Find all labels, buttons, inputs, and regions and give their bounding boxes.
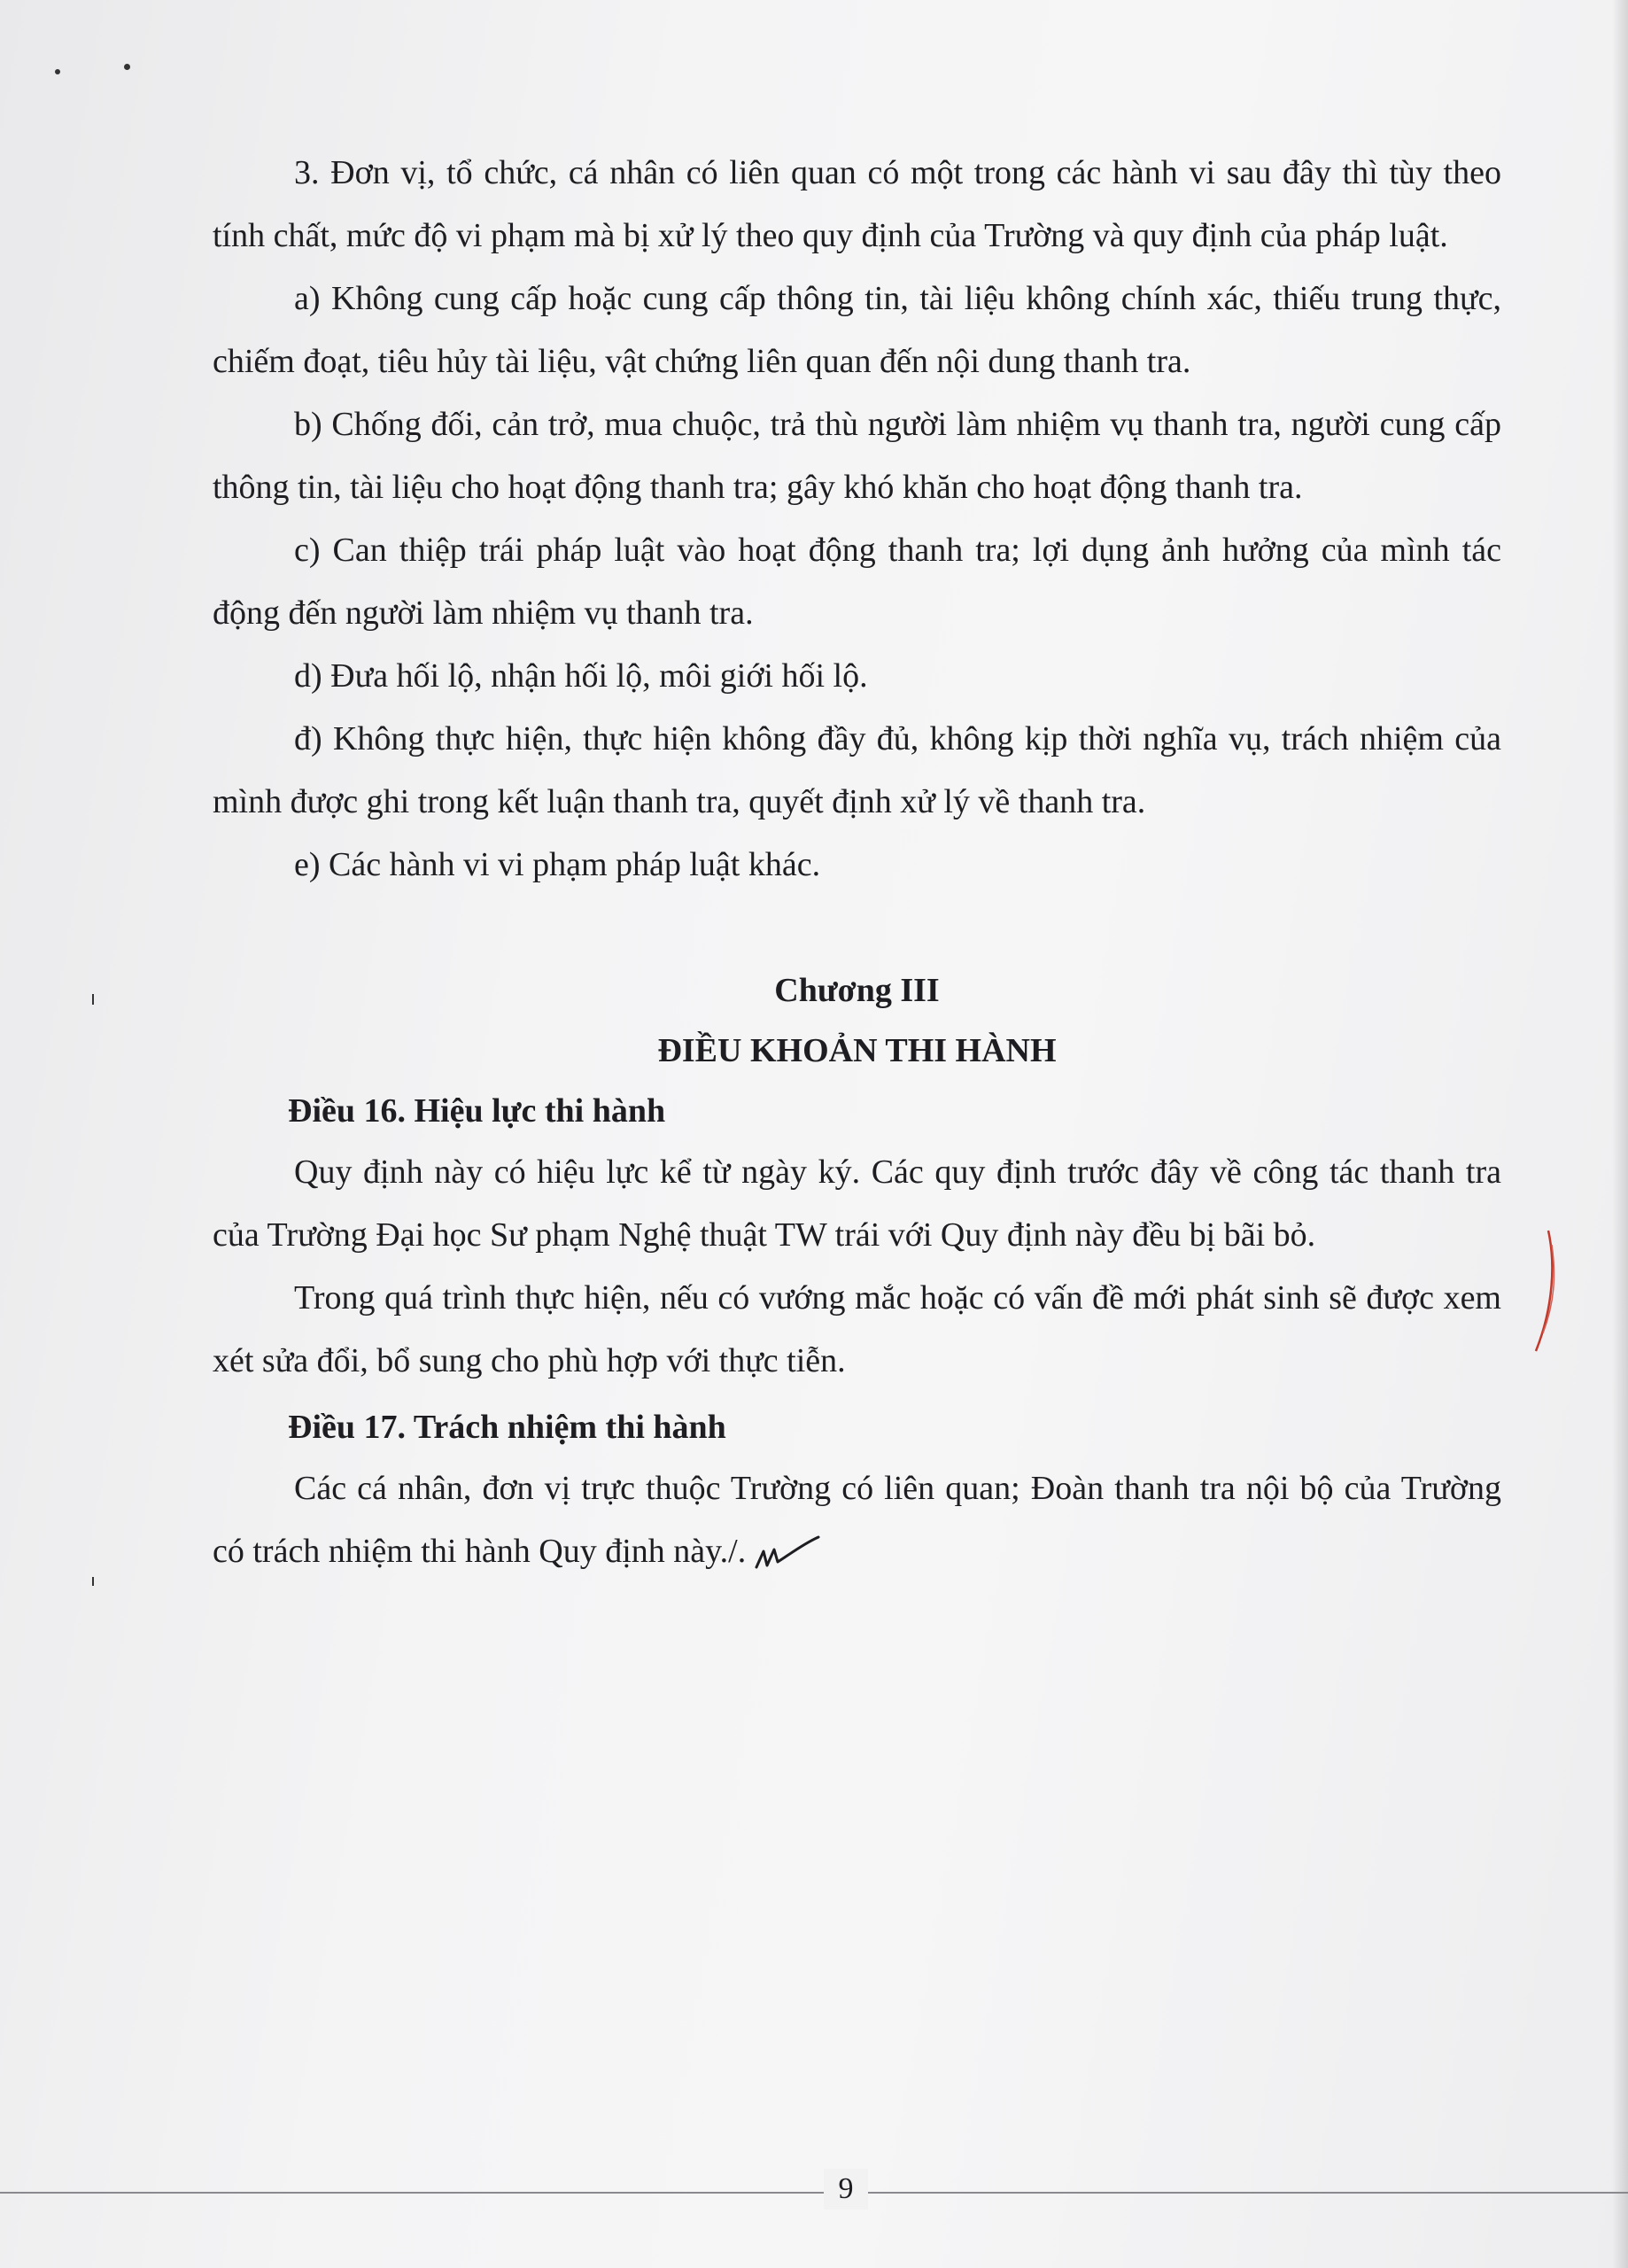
article-16-title: Điều 16. Hiệu lực thi hành bbox=[288, 1092, 666, 1130]
scan-speck bbox=[92, 994, 94, 1005]
article-17-title: Điều 17. Trách nhiệm thi hành bbox=[288, 1409, 726, 1446]
red-margin-mark-icon bbox=[1523, 1227, 1559, 1355]
scan-speck bbox=[92, 1577, 94, 1586]
article-17-paragraph bbox=[213, 1457, 1501, 1583]
chapter-heading bbox=[213, 960, 1501, 1081]
paragraph-item-d: d) Đưa hối lộ, nhận hối lộ, môi giới hối lộ. bbox=[294, 657, 868, 695]
initial-signature-icon bbox=[751, 1532, 822, 1576]
paragraph-item-a: a) Không cung cấp hoặc cung cấp thông tin, tài liệu không chính xác, thiếu trung thực, chiếm đoạt, tiêu hủy tài liệu, vật chứng liên quan đến nội dung thanh tra. bbox=[213, 280, 1501, 380]
footer-rule bbox=[0, 2192, 1628, 2194]
chapter-number: Chương III bbox=[774, 972, 940, 1009]
paragraph-item-c: c) Can thiệp trái pháp luật vào hoạt động thanh tra; lợi dụng ảnh hưởng của mình tác động đến người làm nhiệm vụ thanh tra. bbox=[213, 532, 1501, 632]
article-16-paragraph-1: Quy định này có hiệu lực kể từ ngày ký. Các quy định trước đây về công tác thanh tra của Trường Đại học Sư phạm Nghệ thuật TW trái với Quy định này đều bị bãi bỏ. bbox=[213, 1153, 1501, 1254]
document-body bbox=[213, 142, 1501, 1583]
page-number: 9 bbox=[824, 2169, 868, 2210]
article-17-text: Các cá nhân, đơn vị trực thuộc Trường có liên quan; Đoàn thanh tra nội bộ của Trường có trách nhiệm thi hành Quy định này./. bbox=[213, 1470, 1501, 1570]
paragraph-section-3: 3. Đơn vị, tổ chức, cá nhân có liên quan có một trong các hành vi sau đây thì tùy theo tính chất, mức độ vi phạm mà bị xử lý theo quy định của Trường và quy định của pháp luật. bbox=[213, 154, 1501, 254]
scan-speck bbox=[124, 64, 130, 70]
page-edge-shadow bbox=[1612, 0, 1628, 2268]
paragraph-item-e: e) Các hành vi vi phạm pháp luật khác. bbox=[294, 846, 821, 883]
chapter-title: ĐIỀU KHOẢN THI HÀNH bbox=[657, 1032, 1057, 1069]
scan-speck bbox=[55, 69, 60, 74]
paragraph-item-b: b) Chống đối, cản trở, mua chuộc, trả thù người làm nhiệm vụ thanh tra, người cung cấp thông tin, tài liệu cho hoạt động thanh tra; gây khó khăn cho hoạt động thanh tra. bbox=[213, 406, 1501, 506]
article-16-paragraph-2: Trong quá trình thực hiện, nếu có vướng mắc hoặc có vấn đề mới phát sinh sẽ được xem xét sửa đổi, bổ sung cho phù hợp với thực tiễn. bbox=[213, 1279, 1501, 1379]
paragraph-item-dd: đ) Không thực hiện, thực hiện không đầy đủ, không kịp thời nghĩa vụ, trách nhiệm của mình được ghi trong kết luận thanh tra, quyết định xử lý về thanh tra. bbox=[213, 720, 1501, 820]
